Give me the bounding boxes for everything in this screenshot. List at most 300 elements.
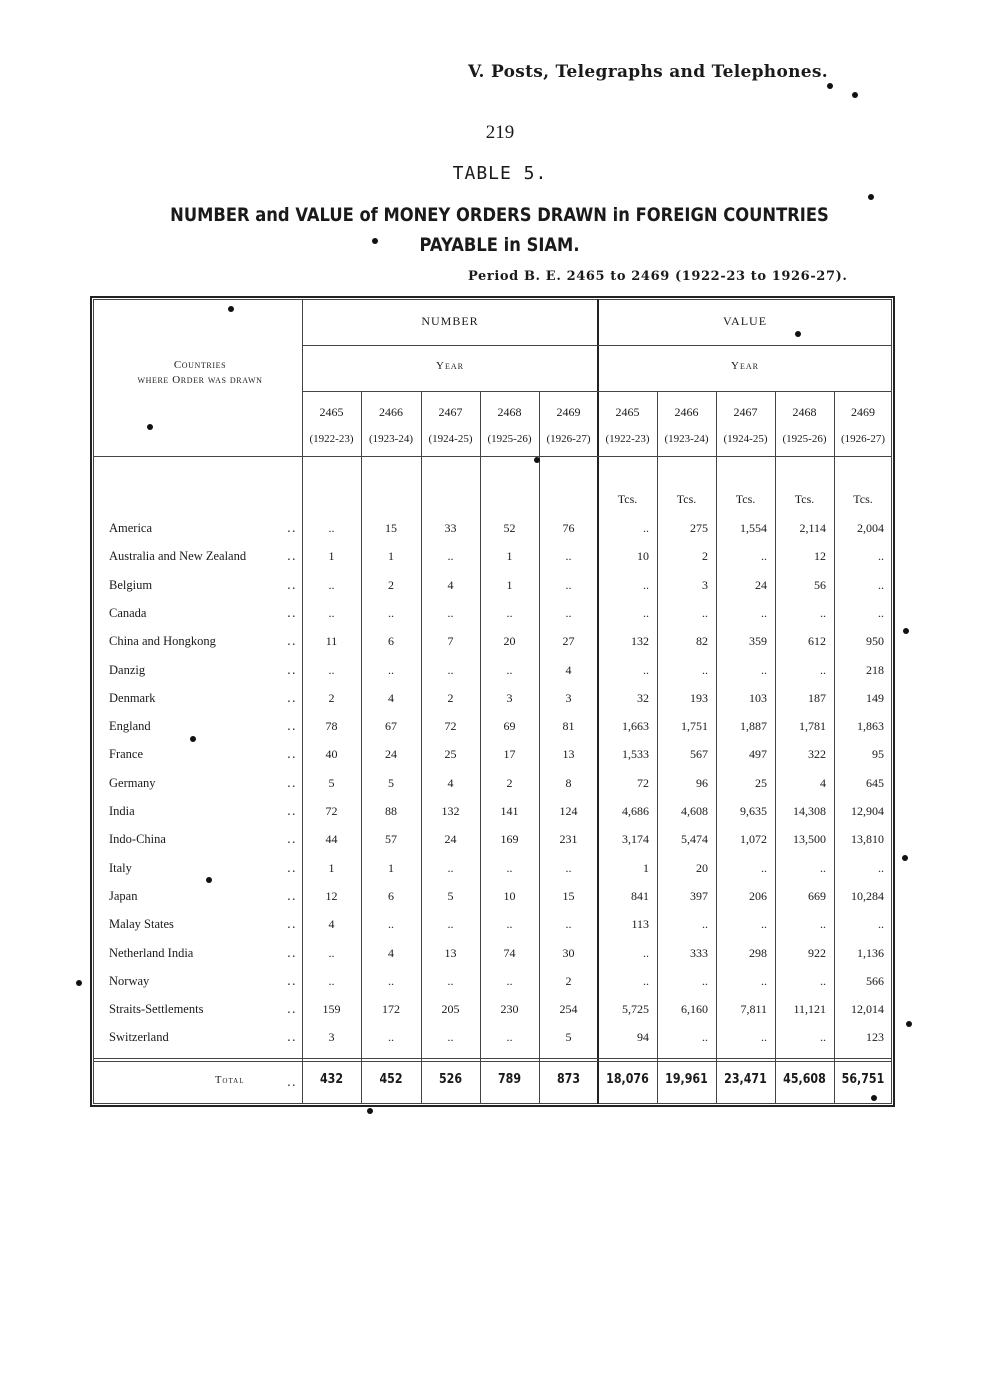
value-cell: 95 [872, 747, 884, 761]
value-cell: .. [761, 1030, 767, 1044]
year-label-number: Year [436, 360, 464, 372]
column-rule [421, 391, 422, 1104]
dot-leader: .. [287, 578, 297, 592]
number-cell: 72 [444, 719, 457, 733]
year-header: 2466 [379, 405, 403, 419]
value-cell: 1,751 [681, 719, 708, 733]
number-cell: .. [328, 946, 335, 960]
number-cell: 74 [503, 946, 516, 960]
number-cell: .. [506, 1030, 513, 1044]
header-rule [302, 345, 892, 346]
number-cell: .. [565, 917, 572, 931]
number-cell: 4 [388, 691, 394, 705]
value-cell: .. [702, 974, 708, 988]
number-cell: 169 [500, 832, 519, 846]
scan-speck [852, 92, 858, 98]
number-cell: .. [388, 663, 394, 677]
dot-leader: .. [287, 804, 297, 818]
year-header: 2467 [438, 405, 463, 419]
value-cell: 25 [755, 776, 767, 790]
number-cell: .. [565, 606, 572, 620]
number-cell: 2 [506, 776, 513, 790]
value-cell: 94 [637, 1030, 649, 1044]
country-name: Netherland India [109, 946, 194, 960]
value-cell: 669 [808, 889, 826, 903]
year-period-header: (1924-25) [428, 433, 473, 445]
year-header: 2469 [556, 405, 581, 419]
value-cell: 359 [749, 634, 767, 648]
number-cell: 2 [328, 691, 335, 705]
number-cell: .. [388, 974, 394, 988]
number-cell: 205 [441, 1002, 460, 1016]
scan-speck [372, 238, 378, 244]
number-cell: 4 [388, 946, 394, 960]
header-rule [302, 391, 892, 392]
value-cell: 1,863 [857, 719, 884, 733]
value-cell: .. [761, 663, 767, 677]
table-heading-line-2: PAYABLE in SIAM. [419, 234, 580, 256]
number-cell: 231 [559, 832, 578, 846]
number-cell: 3 [506, 691, 513, 705]
number-cell: 27 [562, 634, 575, 648]
scan-speck [367, 1108, 373, 1114]
value-cell: .. [878, 578, 884, 592]
value-cell: 275 [690, 521, 708, 535]
value-cell: 566 [866, 974, 884, 988]
number-cell: 5 [388, 776, 394, 790]
value-cell: 333 [690, 946, 708, 960]
currency-unit-label: Tcs. [617, 492, 638, 506]
value-cell: 922 [808, 946, 826, 960]
country-name: Australia and New Zealand [109, 549, 247, 563]
country-name: Belgium [109, 578, 153, 592]
number-cell: .. [565, 549, 572, 563]
value-cell: .. [761, 917, 767, 931]
value-cell: 123 [866, 1030, 884, 1044]
value-cell: 13,810 [851, 832, 884, 846]
value-cell: .. [878, 606, 884, 620]
value-cell: 12,904 [851, 804, 884, 818]
number-cell: 6 [388, 634, 394, 648]
country-name: Malay States [109, 917, 174, 931]
dot-leader: .. [287, 521, 297, 535]
value-cell: 13,500 [793, 832, 826, 846]
year-header: 2468 [792, 405, 817, 419]
number-cell: 10 [503, 889, 516, 903]
year-header: 2469 [851, 405, 875, 419]
number-cell: .. [447, 1030, 454, 1044]
value-cell: .. [702, 917, 708, 931]
dot-leader: .. [287, 974, 297, 988]
number-cell: 52 [503, 521, 516, 535]
number-cell: 7 [447, 634, 454, 648]
number-cell: .. [388, 917, 394, 931]
value-cell: 1,554 [740, 521, 767, 535]
dot-leader: .. [287, 719, 297, 733]
value-cell: .. [878, 917, 884, 931]
value-cell: .. [702, 606, 708, 620]
number-cell: 33 [444, 521, 457, 535]
stub-heading [100, 358, 300, 388]
number-cell: 69 [503, 719, 516, 733]
table-heading-line-1: NUMBER and VALUE of MONEY ORDERS DRAWN in FOREIGN COUNTRIES [170, 204, 829, 226]
number-cell: .. [388, 606, 394, 620]
dot-leader: .. [287, 917, 297, 931]
year-period-header: (1926-27) [546, 433, 591, 445]
number-cell: .. [447, 917, 454, 931]
value-cell: .. [643, 521, 649, 535]
value-cell: 322 [808, 747, 826, 761]
group-header-value: VALUE [722, 314, 768, 328]
value-cell: .. [643, 578, 649, 592]
number-cell: 1 [328, 549, 335, 563]
value-cell: .. [761, 606, 767, 620]
value-cell: 82 [696, 634, 708, 648]
number-cell: 78 [325, 719, 338, 733]
value-cell: 1,533 [622, 747, 649, 761]
value-cell: 397 [690, 889, 708, 903]
value-cell: 1 [643, 861, 649, 875]
value-cell: 193 [690, 691, 708, 705]
value-cell: 103 [749, 691, 767, 705]
scan-speck [906, 1021, 912, 1027]
scan-speck [903, 628, 909, 634]
value-cell: 10,284 [851, 889, 884, 903]
number-cell: 24 [385, 747, 397, 761]
value-cell: 2 [702, 549, 708, 563]
value-cell: .. [702, 1030, 708, 1044]
value-cell: 12 [814, 549, 826, 563]
number-cell: .. [328, 606, 335, 620]
total-value-cell: 23,471 [724, 1072, 767, 1087]
number-cell: .. [506, 861, 513, 875]
scan-speck [871, 1095, 877, 1101]
number-cell: .. [506, 974, 513, 988]
value-cell: 1,136 [857, 946, 884, 960]
number-cell: 15 [562, 889, 575, 903]
value-cell: 4 [820, 776, 826, 790]
value-cell: 9,635 [740, 804, 767, 818]
total-number-cell: 789 [497, 1072, 522, 1087]
value-cell: .. [643, 663, 649, 677]
value-cell: 5,474 [681, 832, 708, 846]
value-cell: .. [643, 946, 649, 960]
value-cell: .. [761, 861, 767, 875]
number-cell: 5 [447, 889, 454, 903]
number-cell: 2 [447, 691, 454, 705]
country-name: Straits-Settlements [109, 1002, 204, 1016]
number-cell: 24 [444, 832, 457, 846]
total-value-cell: 45,608 [783, 1072, 826, 1087]
total-rule [93, 1058, 892, 1059]
group-header-number: NUMBER [421, 314, 479, 328]
number-cell: .. [565, 578, 572, 592]
value-cell: 612 [808, 634, 826, 648]
value-cell: 1,072 [740, 832, 767, 846]
number-cell: 88 [385, 804, 397, 818]
number-cell: 141 [500, 804, 519, 818]
number-cell: 4 [328, 917, 335, 931]
value-cell: .. [761, 974, 767, 988]
dot-leader: .. [287, 1002, 297, 1016]
country-name: England [109, 719, 151, 733]
country-name: Japan [109, 889, 138, 903]
value-cell: 567 [690, 747, 708, 761]
number-cell: 132 [441, 804, 460, 818]
value-cell: 5,725 [622, 1002, 649, 1016]
total-number-cell: 452 [379, 1072, 403, 1087]
scan-speck [534, 457, 540, 463]
dot-leader: .. [287, 832, 297, 846]
dot-leader: .. [287, 691, 297, 705]
year-period-header: (1922-23) [309, 433, 354, 445]
value-cell: 841 [631, 889, 649, 903]
value-cell: .. [643, 606, 649, 620]
value-cell: 14,308 [793, 804, 826, 818]
number-cell: 25 [444, 747, 457, 761]
value-cell: .. [820, 1030, 826, 1044]
value-cell: 72 [637, 776, 649, 790]
number-cell: 1 [328, 861, 335, 875]
value-cell: .. [878, 861, 884, 875]
value-cell: 4,608 [681, 804, 708, 818]
country-name: India [109, 804, 135, 818]
value-cell: 132 [631, 634, 649, 648]
number-cell: 2 [388, 578, 394, 592]
year-header: 2466 [674, 405, 699, 419]
stub-heading-line-1: Countries [173, 359, 227, 371]
number-cell: 4 [447, 578, 454, 592]
value-cell: 96 [696, 776, 708, 790]
value-cell: 149 [866, 691, 884, 705]
number-cell: 15 [385, 521, 397, 535]
number-cell: 30 [562, 946, 575, 960]
section-title: V. Posts, Telegraphs and Telephones. [468, 62, 828, 82]
value-cell: 497 [749, 747, 767, 761]
value-cell: 20 [696, 861, 708, 875]
year-period-header: (1923-24) [664, 433, 709, 445]
page-number: 219 [485, 122, 515, 143]
value-cell: .. [702, 663, 708, 677]
year-period-header: (1926-27) [841, 433, 885, 445]
table-number: TABLE 5. [452, 163, 548, 184]
dot-leader: .. [287, 663, 297, 677]
scan-speck [206, 877, 212, 883]
number-cell: .. [447, 861, 454, 875]
value-cell: .. [761, 549, 767, 563]
year-period-header: (1923-24) [369, 433, 413, 445]
column-rule [539, 391, 540, 1104]
total-label: Total [215, 1075, 245, 1086]
value-cell: 1,887 [740, 719, 767, 733]
number-cell: 11 [325, 634, 338, 648]
total-value-cell: 18,076 [606, 1072, 649, 1087]
year-header: 2468 [497, 405, 522, 419]
number-cell: 172 [382, 1002, 400, 1016]
dot-leader: .. [287, 634, 297, 648]
scan-speck [190, 736, 196, 742]
value-cell: 24 [755, 578, 767, 592]
number-cell: .. [328, 578, 335, 592]
number-cell: .. [506, 917, 513, 931]
number-cell: 5 [328, 776, 335, 790]
value-cell: 4,686 [622, 804, 649, 818]
value-cell: 6,160 [681, 1002, 708, 1016]
number-cell: 254 [559, 1002, 578, 1016]
dot-leader: .. [287, 606, 297, 620]
year-label-value: Year [731, 360, 759, 372]
year-period-header: (1922-23) [605, 433, 650, 445]
number-cell: .. [388, 1030, 394, 1044]
country-name: America [109, 521, 153, 535]
country-name: Indo-China [109, 832, 166, 846]
number-cell: 159 [322, 1002, 341, 1016]
value-cell: 3 [702, 578, 708, 592]
number-cell: 13 [562, 747, 575, 761]
country-name: Switzerland [109, 1030, 169, 1044]
country-name: France [109, 747, 144, 761]
number-cell: .. [565, 861, 572, 875]
number-cell: 230 [500, 1002, 519, 1016]
column-rule [361, 391, 362, 1104]
value-cell: 113 [631, 917, 649, 931]
value-cell: 950 [866, 634, 884, 648]
number-cell: 1 [506, 578, 513, 592]
number-cell: 17 [503, 747, 516, 761]
number-cell: 4 [447, 776, 454, 790]
number-cell: .. [506, 606, 513, 620]
value-cell: .. [820, 606, 826, 620]
total-value-cell: 19,961 [665, 1072, 708, 1087]
scan-speck [795, 331, 801, 337]
dot-leader: .. [287, 776, 297, 790]
number-cell: 20 [503, 634, 516, 648]
country-name: Danzig [109, 663, 146, 677]
column-rule [480, 391, 481, 1104]
number-cell: 2 [565, 974, 572, 988]
value-cell: 218 [866, 663, 884, 677]
currency-unit-label: Tcs. [853, 492, 873, 506]
dot-leader: .. [287, 946, 297, 960]
country-name: Norway [109, 974, 150, 988]
scan-speck [868, 194, 874, 200]
country-name: Denmark [109, 691, 156, 705]
value-cell: 2,004 [857, 521, 884, 535]
number-cell: 72 [325, 804, 338, 818]
number-cell: .. [447, 974, 454, 988]
number-cell: 13 [444, 946, 457, 960]
total-value-cell: 56,751 [841, 1072, 885, 1087]
year-period-header: (1925-26) [782, 433, 827, 445]
total-number-cell: 873 [556, 1072, 581, 1087]
number-cell: .. [506, 663, 513, 677]
value-cell: .. [878, 549, 884, 563]
value-cell: 1,663 [622, 719, 649, 733]
number-cell: .. [447, 663, 454, 677]
number-cell: .. [328, 663, 335, 677]
number-cell: 57 [385, 832, 397, 846]
scan-speck [147, 424, 153, 430]
scan-speck [827, 83, 833, 89]
number-cell: 76 [562, 521, 575, 535]
number-cell: 44 [325, 832, 338, 846]
total-leader: .. [287, 1075, 297, 1089]
value-cell: .. [820, 974, 826, 988]
value-cell: .. [820, 917, 826, 931]
country-name: Germany [109, 776, 156, 790]
year-header: 2465 [615, 405, 640, 419]
dot-leader: .. [287, 1030, 297, 1044]
value-cell: 206 [749, 889, 767, 903]
number-cell: 1 [388, 861, 394, 875]
country-name: China and Hongkong [109, 634, 216, 648]
number-cell: 67 [385, 719, 397, 733]
year-header: 2467 [733, 405, 758, 419]
value-cell: 3,174 [622, 832, 649, 846]
value-cell: 298 [749, 946, 767, 960]
value-cell: 56 [814, 578, 826, 592]
number-cell: 3 [328, 1030, 335, 1044]
country-name: Canada [109, 606, 147, 620]
country-name: Italy [109, 861, 132, 875]
value-cell: 7,811 [740, 1002, 767, 1016]
value-cell: 1,781 [799, 719, 826, 733]
total-rule [93, 1061, 892, 1062]
number-cell: 5 [565, 1030, 572, 1044]
value-cell: 2,114 [799, 521, 826, 535]
number-cell: 12 [325, 889, 338, 903]
scan-speck [228, 306, 234, 312]
number-cell: 6 [388, 889, 394, 903]
dot-leader: .. [287, 549, 297, 563]
number-cell: .. [328, 974, 335, 988]
number-cell: 8 [565, 776, 572, 790]
currency-unit-label: Tcs. [794, 492, 815, 506]
total-number-cell: 432 [319, 1072, 344, 1087]
number-cell: .. [328, 521, 335, 535]
value-cell: 11,121 [793, 1002, 826, 1016]
value-cell: 32 [637, 691, 649, 705]
header-rule [93, 456, 892, 457]
number-cell: 3 [565, 691, 572, 705]
number-cell: 1 [506, 549, 513, 563]
value-cell: .. [820, 861, 826, 875]
number-cell: .. [447, 549, 454, 563]
number-cell: 81 [562, 719, 575, 733]
dot-leader: .. [287, 747, 297, 761]
value-cell: 10 [637, 549, 649, 563]
number-cell: 4 [565, 663, 572, 677]
currency-unit-label: Tcs. [676, 492, 697, 506]
stub-heading-line-2: where Order was drawn [137, 374, 263, 386]
value-cell: 187 [808, 691, 826, 705]
dot-leader: .. [287, 889, 297, 903]
scan-speck [76, 980, 82, 986]
number-cell: 1 [388, 549, 394, 563]
dot-leader: .. [287, 861, 297, 875]
total-number-cell: 526 [438, 1072, 463, 1087]
scan-speck [902, 855, 908, 861]
period-line: Period B. E. 2465 to 2469 (1922-23 to 1926-27). [468, 269, 848, 284]
value-cell: .. [643, 974, 649, 988]
number-cell: 124 [559, 804, 578, 818]
value-cell: 645 [866, 776, 884, 790]
currency-unit-label: Tcs. [735, 492, 756, 506]
year-header: 2465 [319, 405, 344, 419]
number-cell: .. [447, 606, 454, 620]
year-period-header: (1925-26) [487, 433, 532, 445]
year-period-header: (1924-25) [723, 433, 768, 445]
